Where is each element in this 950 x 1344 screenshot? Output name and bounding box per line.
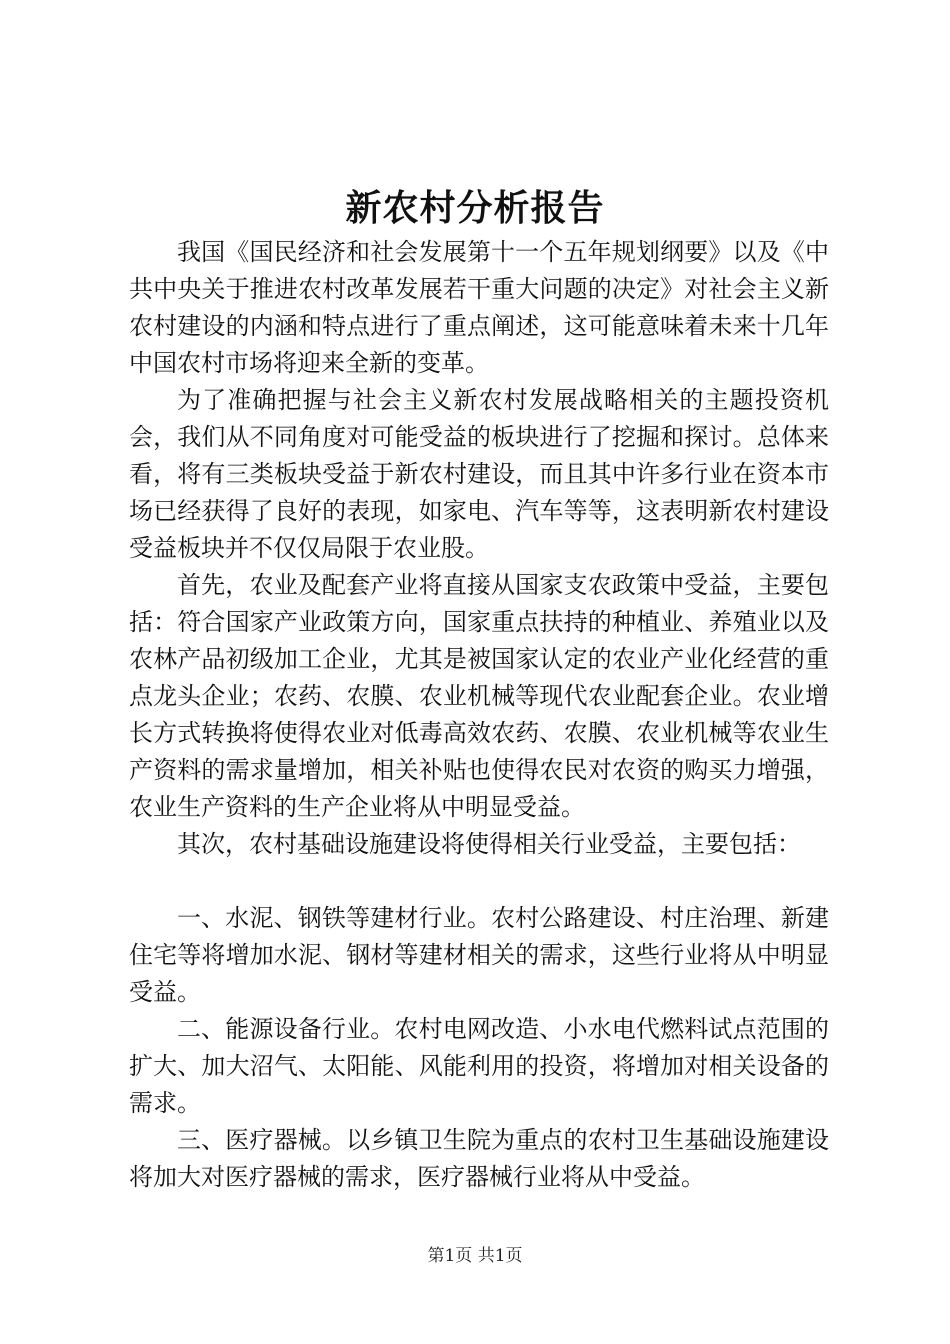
list-item-energy-equipment: 二、能源设备行业。农村电网改造、小水电代燃料试点范围的扩大、加大沼气、太阳能、风能利用的投资，将增加对相关设备的需求。: [129, 1015, 829, 1117]
paragraph-intro: 我国《国民经济和社会发展第十一个五年规划纲要》以及《中共中央关于推进农村改革发展若干重大问题的决定》对社会主义新农村建设的内涵和特点进行了重点阐述，这可能意味着未来十几年中国农村市场将迎来全新的变革。: [129, 238, 829, 377]
document-body: [129, 234, 829, 1196]
list-item-building-materials: 一、水泥、钢铁等建材行业。农村公路建设、村庄治理、新建住宅等将增加水泥、钢材等建材相关的需求，这些行业将从中明显受益。: [129, 904, 829, 1006]
list-item-medical-devices: 三、医疗器械。以乡镇卫生院为重点的农村卫生基础设施建设将加大对医疗器械的需求，医疗器械行业将从中受益。: [129, 1126, 829, 1191]
page-footer: 第1页 共1页: [427, 1246, 523, 1266]
document-title: 新农村分析报告: [345, 187, 605, 229]
blank-line: [129, 863, 829, 900]
paragraph-investment: 为了准确把握与社会主义新农村发展战略相关的主题投资机会，我们从不同角度对可能受益的板块进行了挖掘和探讨。总体来看，将有三类板块受益于新农村建设，而且其中许多行业在资本市场已经获得了良好的表现，如家电、汽车等等，这表明新农村建设受益板块并不仅仅局限于农业股。: [129, 386, 829, 562]
paragraph-second: 其次，农村基础设施建设将使得相关行业受益，主要包括：: [177, 830, 801, 858]
paragraph-first: 首先，农业及配套产业将直接从国家支农政策中受益，主要包括：符合国家产业政策方向，国家重点扶持的种植业、养殖业以及农林产品初级加工企业，尤其是被国家认定的农业产业化经营的重点龙头企业；农药、农膜、农业机械等现代农业配套企业。农业增长方式转换将使得农业对低毒高效农药、农膜、农业机械等农业生产资料的需求量增加，相关补贴也使得农民对农资的购买力增强，农业生产资料的生产企业将从中明显受益。: [129, 571, 829, 821]
